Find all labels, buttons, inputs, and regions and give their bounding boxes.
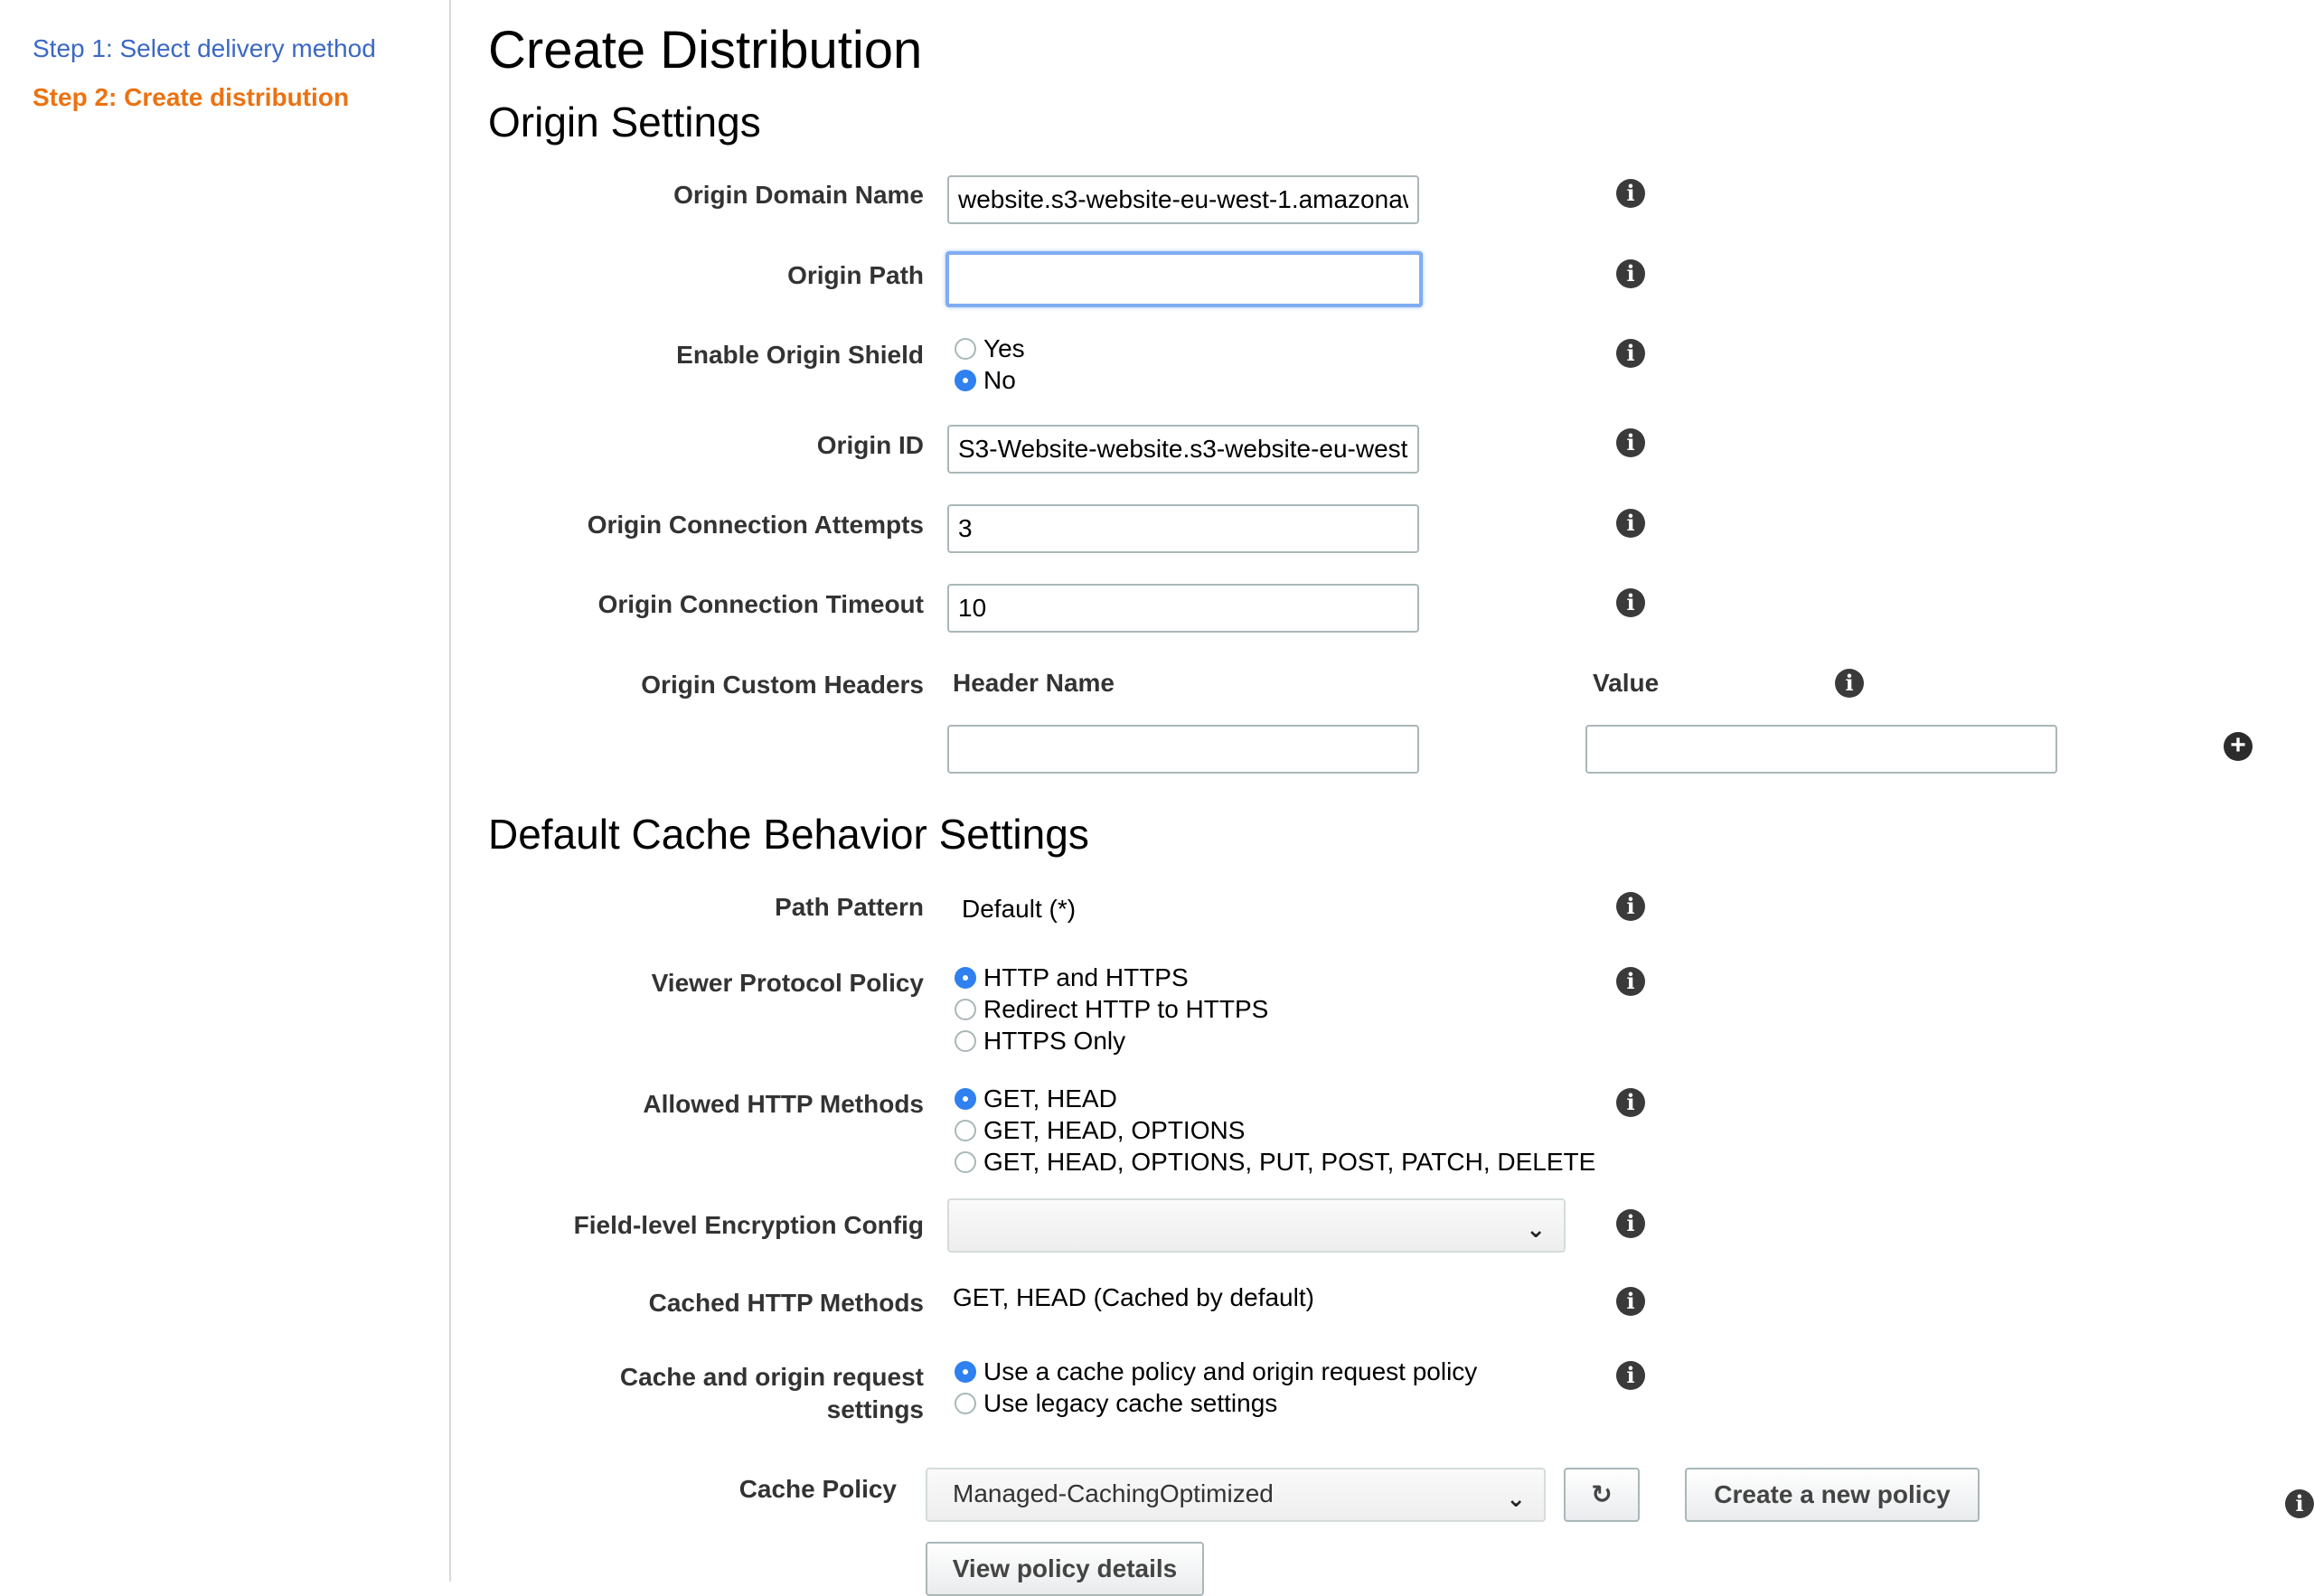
cache-policy-label: Cache Policy	[738, 1475, 897, 1503]
allowed-methods-label: Allowed HTTP Methods	[643, 1090, 924, 1118]
fle-config-label: Field-level Encryption Config	[573, 1211, 924, 1239]
info-icon[interactable]: i	[1616, 588, 1645, 617]
info-icon[interactable]: i	[1616, 1287, 1645, 1316]
radio-button[interactable]	[955, 1393, 976, 1414]
radio-button[interactable]	[955, 1151, 976, 1173]
plus-circle-icon[interactable]: +	[2224, 732, 2253, 761]
viewer-protocol-radio-group	[955, 962, 1268, 1056]
info-icon[interactable]: i	[1616, 179, 1645, 208]
info-icon[interactable]: i	[1616, 1088, 1645, 1117]
refresh-button[interactable]	[1564, 1468, 1640, 1522]
info-icon[interactable]: i	[1616, 1209, 1645, 1238]
viewer-protocol-label: Viewer Protocol Policy	[651, 969, 924, 997]
info-icon[interactable]: i	[1616, 509, 1645, 538]
origin-domain-input[interactable]	[947, 175, 1419, 224]
origin-id-label: Origin ID	[816, 431, 924, 459]
fle-config-select[interactable]	[947, 1198, 1566, 1253]
radio-button-selected[interactable]	[955, 967, 976, 989]
use-legacy-settings-option[interactable]: Use legacy cache settings	[955, 1387, 1477, 1419]
chevron-down-icon: ⌄	[1526, 1216, 1546, 1243]
use-cache-policy-option[interactable]: Use a cache policy and origin request policy	[955, 1356, 1477, 1387]
header-name-input[interactable]	[947, 725, 1419, 774]
view-policy-details-button[interactable]: View policy details	[926, 1542, 1204, 1596]
origin-id-input[interactable]	[947, 425, 1419, 474]
cached-methods-value: GET, HEAD (Cached by default)	[953, 1283, 1314, 1311]
origin-timeout-input[interactable]	[947, 584, 1419, 633]
radio-button[interactable]	[955, 1030, 976, 1052]
header-name-column: Header Name	[953, 669, 1115, 697]
header-value-input[interactable]	[1585, 725, 2057, 774]
info-icon[interactable]: i	[1616, 259, 1645, 288]
info-icon[interactable]: i	[1616, 339, 1645, 368]
origin-timeout-label: Origin Connection Timeout	[597, 590, 924, 618]
create-policy-button[interactable]: Create a new policy	[1685, 1468, 1980, 1522]
methods-get-head-option[interactable]: GET, HEAD	[955, 1083, 1595, 1114]
allowed-methods-radio-group	[955, 1083, 1595, 1178]
radio-button[interactable]	[955, 999, 976, 1020]
origin-path-label: Origin Path	[787, 261, 924, 289]
origin-attempts-label: Origin Connection Attempts	[587, 511, 924, 539]
step-1-link[interactable]: Step 1: Select delivery method	[33, 34, 376, 62]
cache-policy-select[interactable]: Managed-CachingOptimized ⌄	[926, 1468, 1546, 1522]
chevron-down-icon: ⌄	[1506, 1485, 1526, 1512]
info-icon[interactable]: i	[2285, 1489, 2314, 1518]
methods-all-option[interactable]: GET, HEAD, OPTIONS, PUT, POST, PATCH, DELETE	[955, 1146, 1595, 1178]
origin-attempts-input[interactable]	[947, 504, 1419, 553]
radio-button[interactable]	[955, 1120, 976, 1141]
info-icon[interactable]: i	[1616, 967, 1645, 996]
radio-button-selected[interactable]	[955, 1361, 976, 1383]
origin-domain-label: Origin Domain Name	[673, 181, 924, 209]
wizard-sidebar	[0, 0, 451, 1582]
step-2-current: Step 2: Create distribution	[33, 83, 350, 111]
info-icon[interactable]: i	[1835, 669, 1864, 698]
viewer-http-https-option[interactable]: HTTP and HTTPS	[955, 962, 1268, 993]
request-settings-radio-group	[955, 1356, 1477, 1419]
viewer-redirect-option[interactable]: Redirect HTTP to HTTPS	[955, 993, 1268, 1025]
refresh-icon: ↻	[1591, 1480, 1613, 1508]
path-pattern-label: Path Pattern	[775, 893, 924, 921]
viewer-https-only-option[interactable]: HTTPS Only	[955, 1025, 1268, 1056]
origin-headers-label: Origin Custom Headers	[641, 671, 924, 699]
radio-button[interactable]	[955, 338, 976, 360]
main-content	[452, 0, 2304, 1582]
origin-shield-yes-option[interactable]: Yes	[955, 333, 1025, 364]
origin-path-input[interactable]	[945, 251, 1423, 307]
methods-get-head-options-option[interactable]: GET, HEAD, OPTIONS	[955, 1114, 1595, 1146]
origin-settings-heading: Origin Settings	[488, 99, 761, 146]
origin-shield-label: Enable Origin Shield	[676, 341, 924, 369]
cache-settings-heading: Default Cache Behavior Settings	[488, 811, 1089, 858]
cached-methods-label: Cached HTTP Methods	[648, 1289, 924, 1317]
page-title: Create Distribution	[488, 21, 923, 80]
request-settings-label: Cache and origin request settings	[619, 1363, 924, 1423]
info-icon[interactable]: i	[1616, 428, 1645, 457]
radio-button-selected[interactable]	[955, 1088, 976, 1110]
path-pattern-value: Default (*)	[962, 895, 1077, 923]
radio-button-selected[interactable]	[955, 370, 976, 391]
info-icon[interactable]: i	[1616, 1361, 1645, 1390]
origin-shield-no-option[interactable]: No	[955, 364, 1025, 396]
info-icon[interactable]: i	[1616, 892, 1645, 921]
header-value-column: Value	[1593, 669, 1660, 697]
origin-shield-radio-group	[955, 333, 1025, 396]
